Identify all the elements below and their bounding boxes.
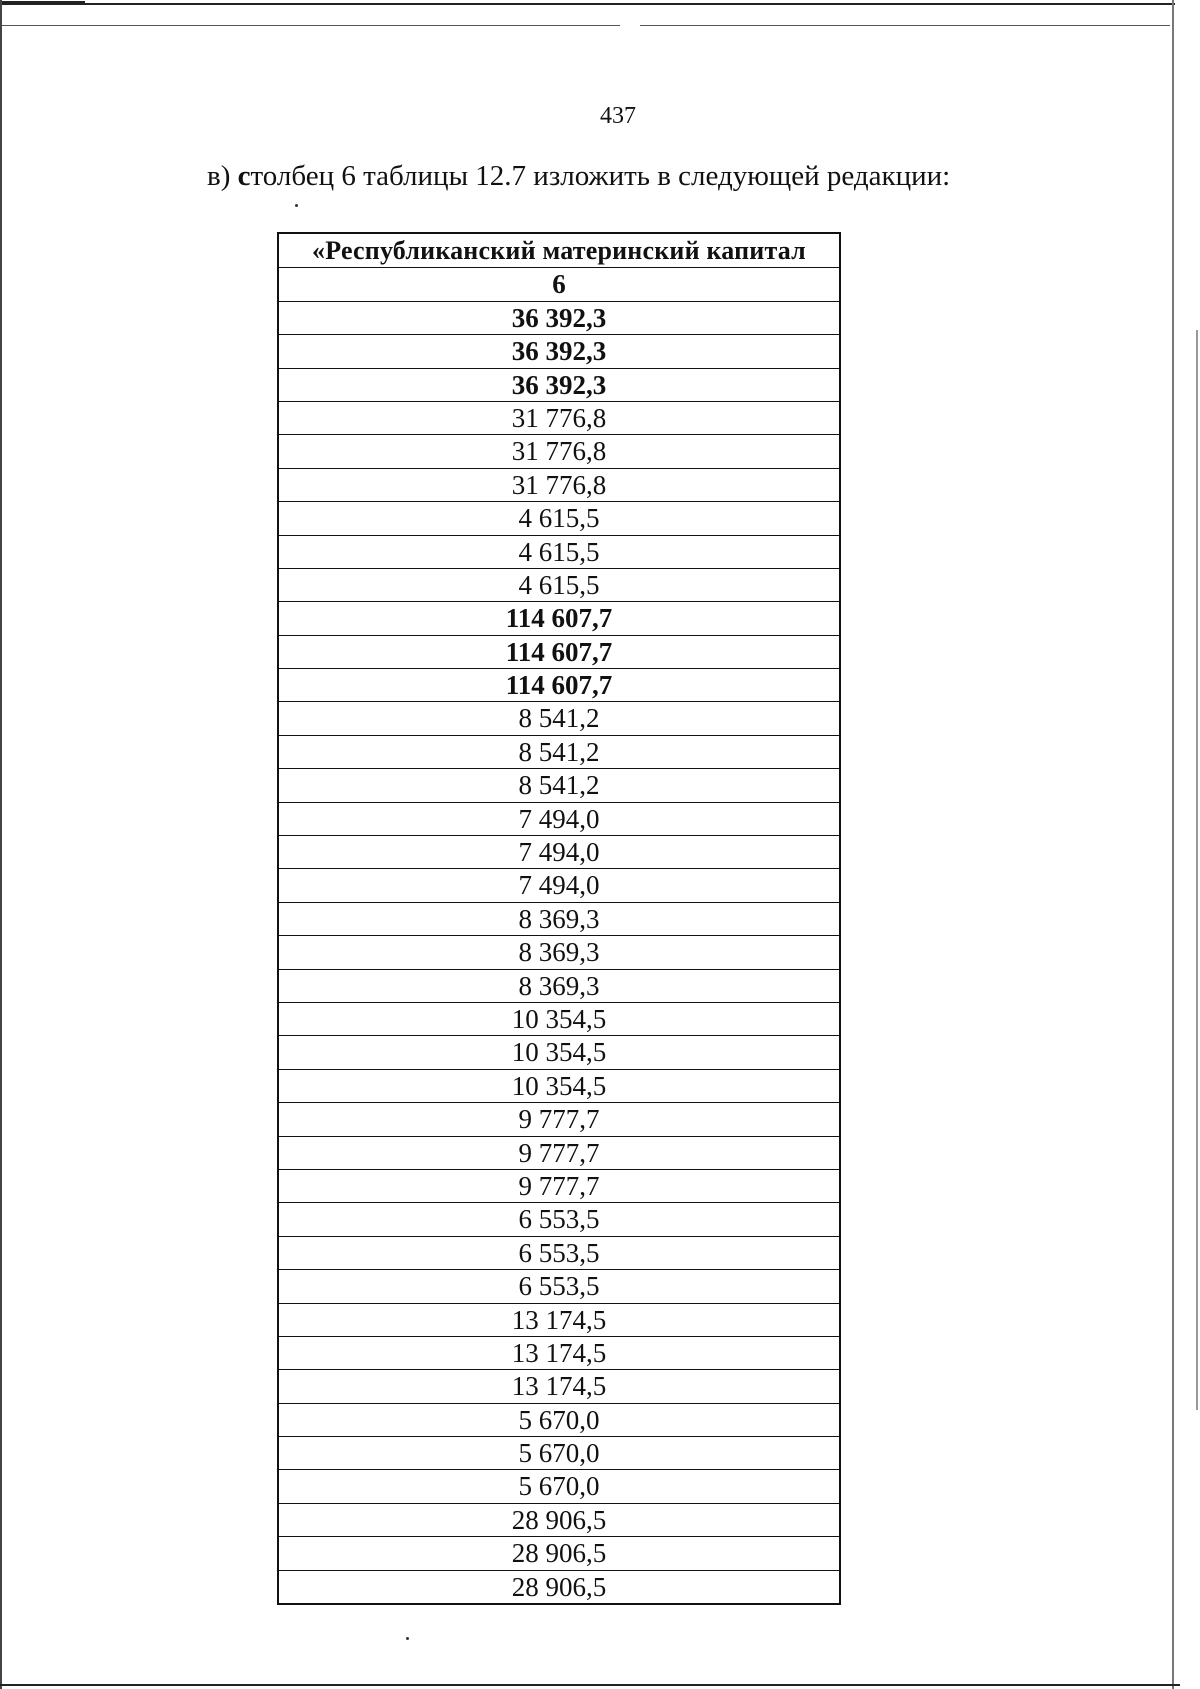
table-row: 36 392,3 <box>279 334 839 367</box>
table-row: 8 541,2 <box>279 735 839 768</box>
table-row: 4 615,5 <box>279 568 839 601</box>
table-column-number: 6 <box>279 267 839 300</box>
intro-paragraph <box>207 160 950 193</box>
table-row: 10 354,5 <box>279 1002 839 1035</box>
table-row: 5 670,0 <box>279 1403 839 1436</box>
intro-bold-letter: с <box>237 160 251 192</box>
table-row: 10 354,5 <box>279 1069 839 1102</box>
table-row: 114 607,7 <box>279 601 839 634</box>
table-row: 36 392,3 <box>279 301 839 334</box>
table-row: 114 607,7 <box>279 635 839 668</box>
scan-edge-top <box>0 3 1175 5</box>
intro-text: толбец 6 таблицы 12.7 изложить в следующей редакции: <box>250 160 951 192</box>
table-row: 28 906,5 <box>279 1503 839 1536</box>
scan-edge-right-outer <box>1196 330 1198 1410</box>
table-row: 114 607,7 <box>279 668 839 701</box>
table-row: 8 369,3 <box>279 902 839 935</box>
table-row: 6 553,5 <box>279 1236 839 1269</box>
maternity-capital-table <box>277 232 841 1605</box>
table-row: 28 906,5 <box>279 1536 839 1569</box>
table-row: 28 906,5 <box>279 1570 839 1603</box>
scan-speck <box>295 204 298 207</box>
table-row: 31 776,8 <box>279 434 839 467</box>
table-row: 6 553,5 <box>279 1269 839 1302</box>
table-row: 8 369,3 <box>279 969 839 1002</box>
table-row: 7 494,0 <box>279 802 839 835</box>
table-row: 7 494,0 <box>279 835 839 868</box>
table-row: 5 670,0 <box>279 1436 839 1469</box>
table-row: 8 369,3 <box>279 935 839 968</box>
scan-rule-top-right <box>640 25 1170 26</box>
page-number: 437 <box>600 103 636 129</box>
table-row: 7 494,0 <box>279 868 839 901</box>
scan-edge-bottom <box>0 1684 1180 1686</box>
table-row: 9 777,7 <box>279 1169 839 1202</box>
table-row: 13 174,5 <box>279 1369 839 1402</box>
table-row: 13 174,5 <box>279 1336 839 1369</box>
table-row: 4 615,5 <box>279 501 839 534</box>
table-row: 6 553,5 <box>279 1202 839 1235</box>
table-row: 13 174,5 <box>279 1303 839 1336</box>
table-header: «Республиканский материнский капитал <box>312 236 806 265</box>
table-row: 31 776,8 <box>279 401 839 434</box>
table-row: 8 541,2 <box>279 701 839 734</box>
scan-speck <box>406 1637 409 1640</box>
table-row: 4 615,5 <box>279 535 839 568</box>
table-row: 36 392,3 <box>279 368 839 401</box>
table-row: 10 354,5 <box>279 1035 839 1068</box>
scan-edge-right <box>1172 0 1174 1689</box>
table-row: 8 541,2 <box>279 768 839 801</box>
scan-rule-top-left <box>0 25 620 26</box>
intro-prefix: в) <box>207 160 231 192</box>
table-row: 9 777,7 <box>279 1102 839 1135</box>
scan-edge-left <box>0 0 2 1689</box>
table-row: 31 776,8 <box>279 468 839 501</box>
table-row: 9 777,7 <box>279 1136 839 1169</box>
table-row: 5 670,0 <box>279 1469 839 1502</box>
